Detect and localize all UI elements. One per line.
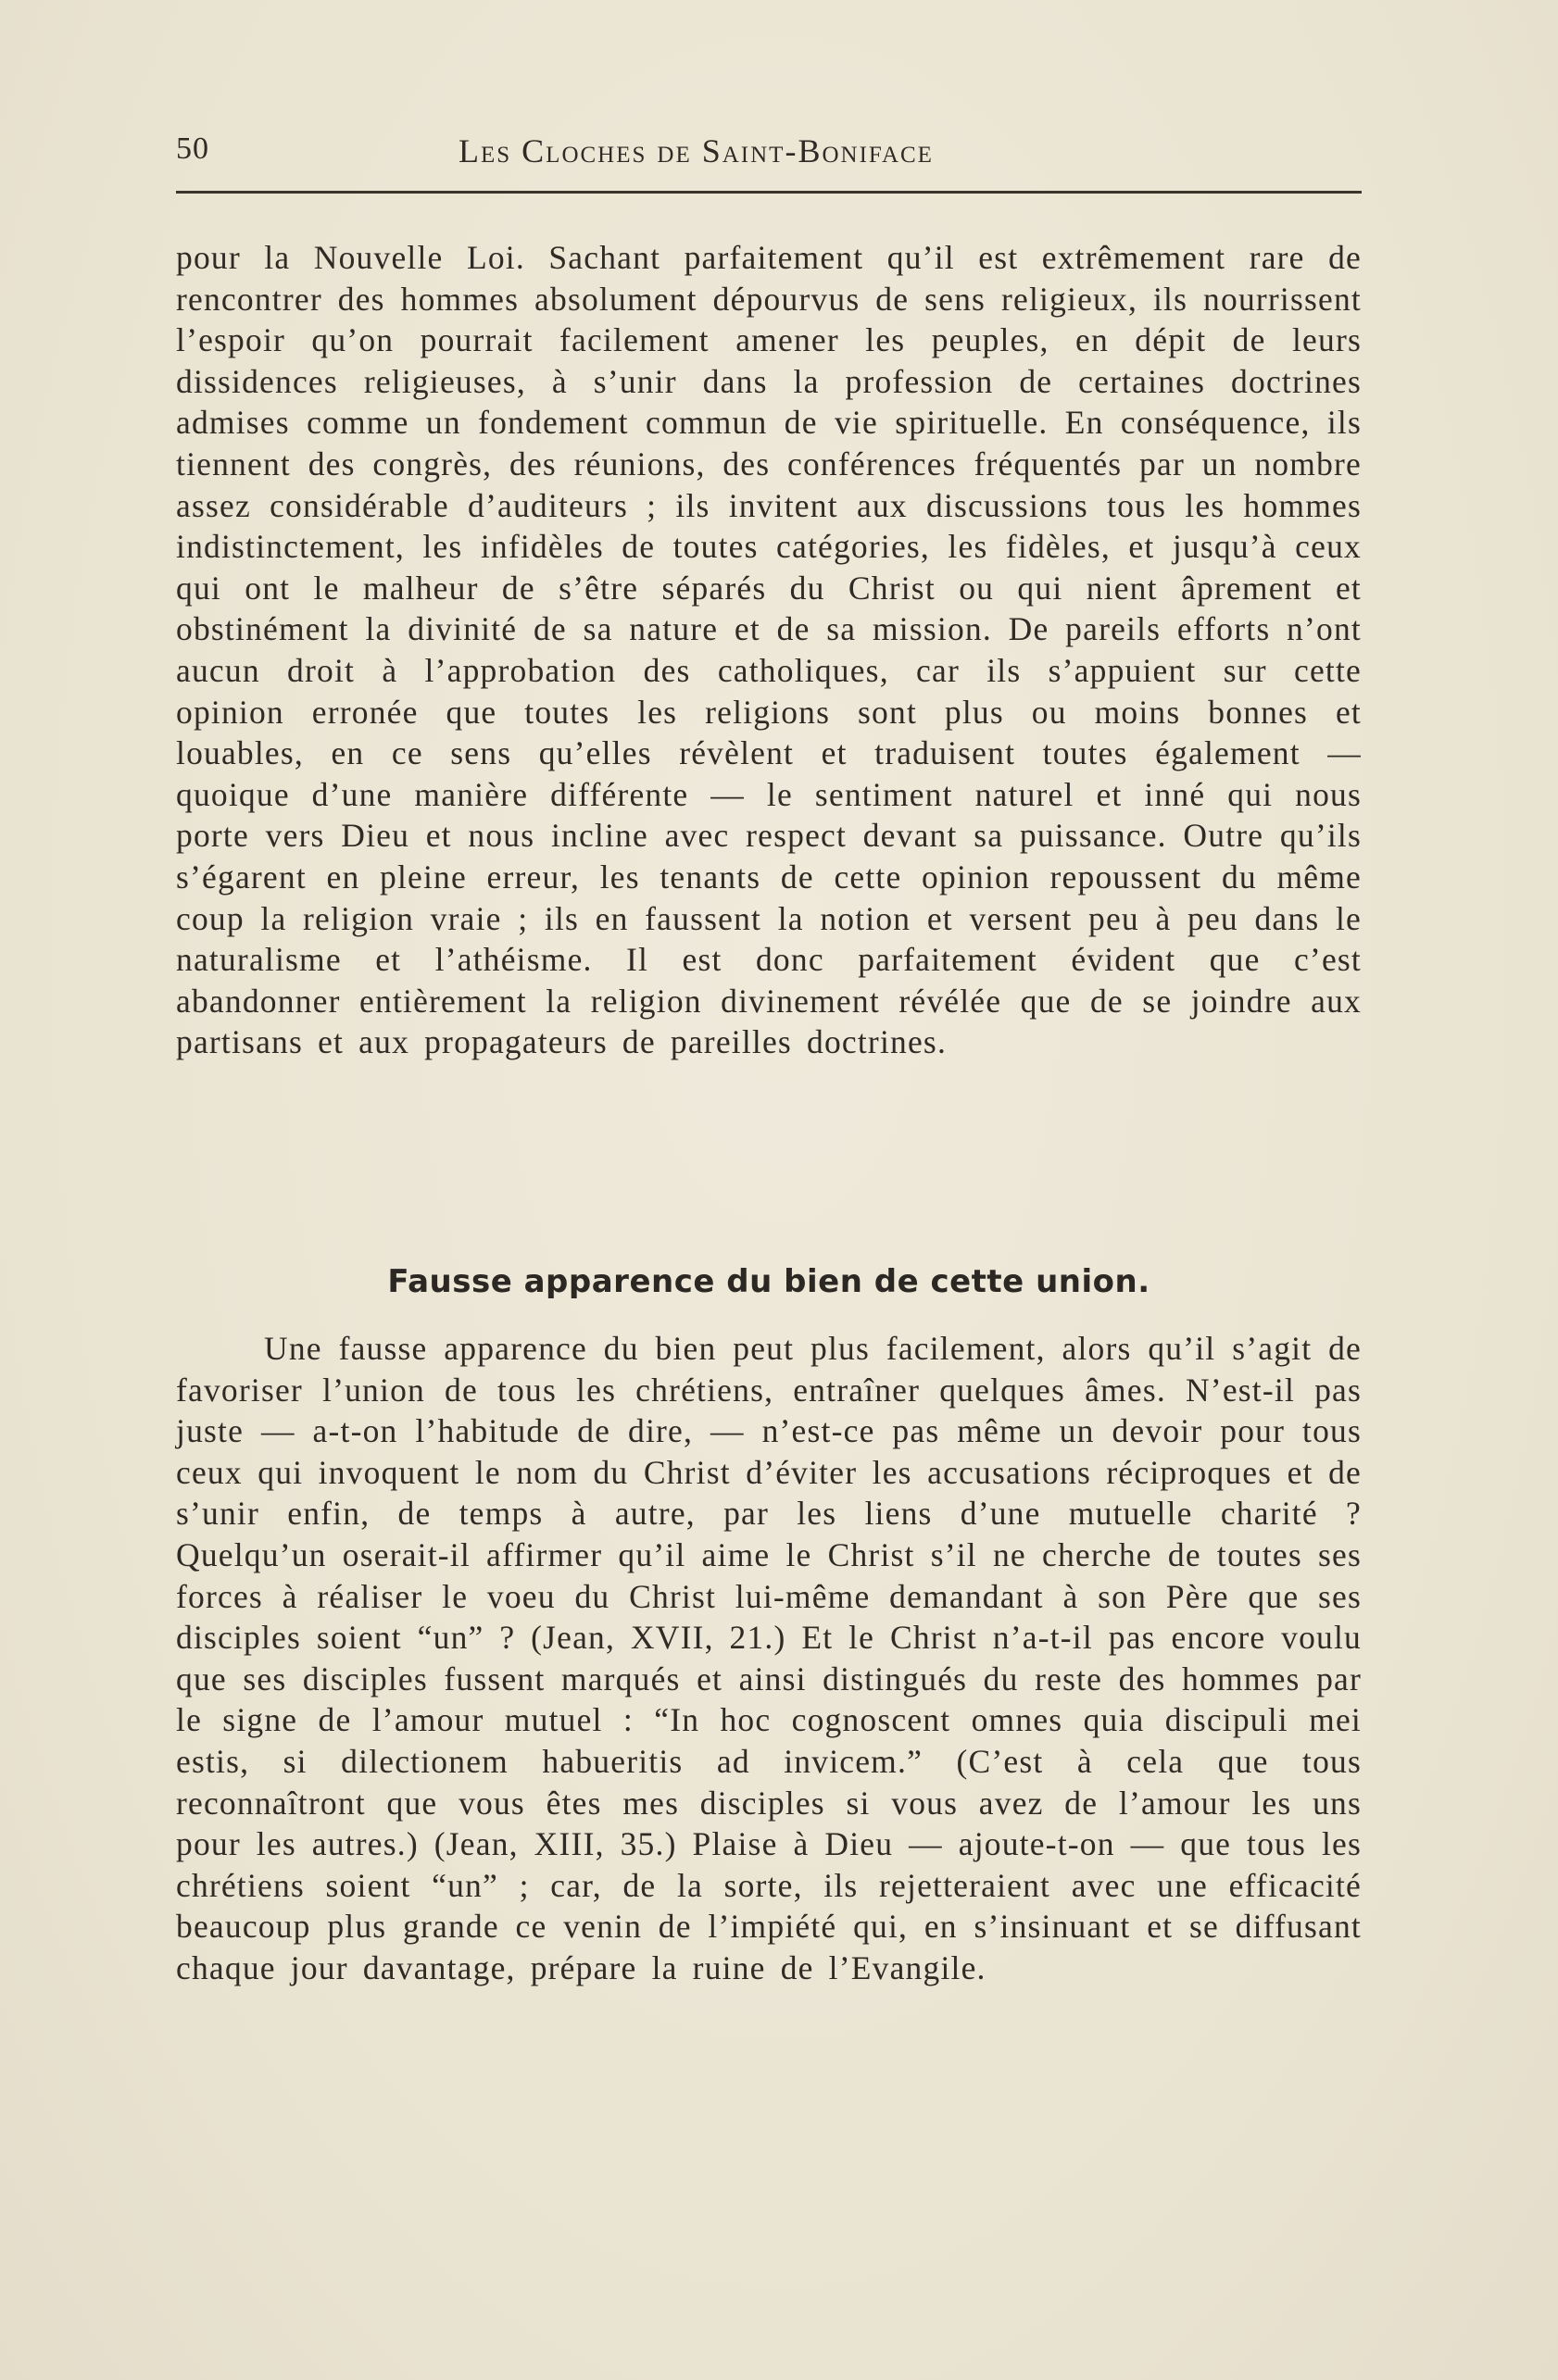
- page-number: 50: [176, 132, 209, 166]
- running-title: Les Cloches de Saint-Boniface: [459, 132, 934, 169]
- body-paragraph: Une fausse apparence du bien peut plus facilement, alors qu’il s’agit de favoriser l’union de tous les chrétiens, entraîner quelques âmes. N’est-il pas juste — a-t-on l’habitude de dire, — n’est-ce pas même un devoir pour tous ceux qui invoquent le nom du Christ d’éviter les accusations réciproques et de s’unir enfin, de temps à autre, par les liens d’une mutuelle charité ? Quelqu’un oserait-il affirmer qu’il aime le Christ s’il ne cherche de toutes ses forces à réaliser le voeu du Christ lui-même demandant à son Père que ses disciples soient “un” ? (Jean, XVII, 21.) Et le Christ n’a-t-il pas encore voulu que ses disciples fussent marqués et ainsi distingués du reste des hommes par le signe de l’amour mutuel : “In hoc cognoscent omnes quia discipuli mei estis, si dilectionem habueritis ad invicem.” (C’est à cela que tous reconnaîtront que vous êtes mes disciples si vous avez de l’amour les uns pour les autres.) (Jean, XIII, 35.) Plaise à Dieu — ajoute-t-on — que tous les chrétiens soient “un” ; car, de la sorte, ils rejetteraient avec une efficacité beaucoup plus grande ce venin de l’impiété qui, en s’insinuant et se diffusant chaque jour davantage, prépare la ruine de l’Evangile.: [176, 1330, 1362, 1986]
- section-heading: Fausse apparence du bien de cette union.: [387, 1263, 1150, 1300]
- body-paragraph: pour la Nouvelle Loi. Sachant parfaitement qu’il est extrêmement rare de rencontrer des hommes absolument dépourvus de sens religieux, ils nourrissent l’espoir qu’on pourrait facilement amener les peuples, en dépit de leurs dissidences religieuses, à s’unir dans la profession de certaines doctrines admises comme un fondement commun de vie spirituelle. En conséquence, ils tiennent des congrès, des réunions, des conférences fréquentés par un nombre assez considérable d’auditeurs ; ils invitent aux discussions tous les hommes indistinctement, les infidèles de toutes catégories, les fidèles, et jusqu’à ceux qui ont le malheur de s’être séparés du Christ ou qui nient âprement et obstinément la divinité de sa nature et de sa mission. De pareils efforts n’ont aucun droit à l’approbation des catholiques, car ils s’appuient sur cette opinion erronée que toutes les religions sont plus ou moins bonnes et louables, en ce sens qu’elles révèlent et traduisent toutes également — quoique d’une manière différente — le sentiment naturel et inné qui nous porte vers Dieu et nous incline avec respect devant sa puissance. Outre qu’ils s’égarent en pleine erreur, les tenants de cette opinion repoussent du même coup la religion vraie ; ils en faussent la notion et versent peu à peu dans le naturalisme et l’athéisme. Il est donc parfaitement évident que c’est abandonner entièrement la religion divinement révélée que de se joindre aux partisans et aux propagateurs de pareilles doctrines.: [176, 239, 1362, 1061]
- header-rule: [176, 191, 1362, 194]
- page-header: [176, 122, 1362, 178]
